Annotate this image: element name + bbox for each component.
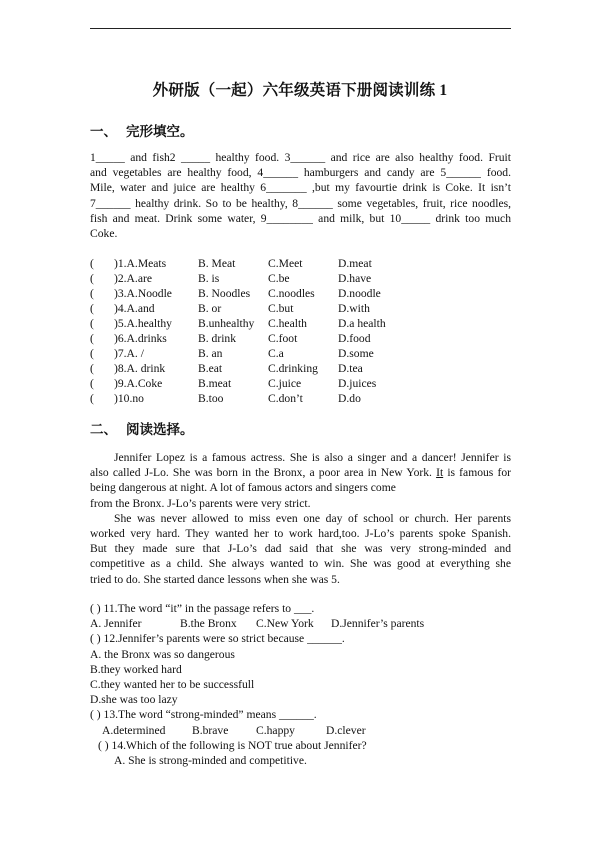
option-b: B.meat [198,377,232,390]
section-heading-cloze [90,120,194,140]
answer-paren: ( [90,332,94,345]
option-a: )5.A.healthy [114,317,172,330]
cloze-line: 1_____ and fish2 _____ healthy food. 3______ and rice are also healthy food. Fruit [90,151,511,164]
question-13: ( ) 13.The word “strong-minded” means ______. [90,708,317,722]
option-c: C.juice [268,377,302,390]
cloze-options [90,256,511,406]
cloze-line: Mile, water and juice are healthy 6_______ ,but my favourtie drink is Coke. It isn’t [90,181,511,195]
option-a: )10.no [114,392,144,405]
option-a: A. the Bronx was so dangerous [90,647,235,661]
option-b: B. drink [198,332,237,345]
option-c: C.drinking [268,362,318,375]
question-11-options [90,616,511,631]
cloze-passage [90,150,511,241]
option-c: C.New York [256,617,314,631]
section-heading-reading [90,418,194,438]
question-13-options [90,723,511,738]
option-a: )8.A. drink [114,362,166,375]
option-a: )2.A.are [114,272,152,285]
option-d: D.food [338,332,371,345]
option-row [90,286,511,301]
option-c: C.Meet [268,257,303,270]
top-rule [90,28,511,29]
cloze-line: fish and meat. Drink some water, 9________ and milk, but 10_____ drink too much [90,211,511,225]
option-c: C.foot [268,332,298,345]
option-c: C.happy [256,723,295,737]
option-row [90,391,511,406]
option-b: B.the Bronx [180,617,237,631]
answer-paren: ( [90,317,94,330]
passage-line: being dangerous at night. A lot of famous actors and singers come [90,481,396,495]
question-14: ( ) 14.Which of the following is NOT true about Jennifer? [98,738,367,752]
option-row [90,301,511,316]
option-row [90,331,511,346]
option-a: )1.A.Meats [114,257,167,270]
passage-line [90,465,511,480]
option-b: B.they worked hard [90,662,182,676]
answer-paren: ( [90,347,94,360]
option-d: D.a health [338,317,386,330]
option-d: D.have [338,272,372,285]
answer-paren: ( [90,362,94,375]
passage-line: But they made sure that J-Lo’s dad said that she was very strong-minded and [90,542,511,556]
answer-paren: ( [90,302,94,315]
passage-line: tried to do. She started dance lessons when she was 5. [90,572,340,586]
option-c: C.a [268,347,284,360]
option-row [90,346,511,361]
option-c: C.but [268,302,294,315]
question-12: ( ) 12.Jennifer’s parents were so strict because ______. [90,632,345,646]
section-number: 二、 [90,422,117,437]
option-d: D.with [338,302,370,315]
option-b: B. an [198,347,223,360]
section-label: 完形填空。 [126,124,194,139]
option-b: B.unhealthy [198,317,255,330]
option-row [90,256,511,271]
option-c: C.health [268,317,307,330]
option-b: B.brave [192,723,229,737]
option-a: )3.A.Noodle [114,287,172,300]
section-number: 一、 [90,124,117,139]
option-b: B.too [198,392,224,405]
underlined-word: It [436,466,444,480]
option-a: A. Jennifer [90,617,142,631]
option-d: D.meat [338,257,372,270]
option-b: B. Meat [198,257,236,270]
option-a: )4.A.and [114,302,155,315]
answer-paren: ( [90,392,94,405]
passage-text: also called J-Lo. She was born in the Bronx, a poor area in New York. [90,466,432,480]
option-c: C.don’t [268,392,303,405]
passage-text: is famous for [447,466,511,480]
option-b: B. is [198,272,220,285]
option-row [90,271,511,286]
option-c: C.noodles [268,287,315,300]
answer-paren: ( [90,287,94,300]
option-d: D.some [338,347,374,360]
option-a: )7.A. / [114,347,144,360]
reading-passage [90,450,511,587]
passage-line: competitive as a child. She always wanted to win. She was good at everything she [90,557,511,571]
answer-paren: ( [90,272,94,285]
cloze-line: and vegetables are healthy food, 4______ hamburgers and candy are 5______ food. [90,166,511,180]
question-11: ( ) 11.The word “it” in the passage refers to ___. [90,602,315,615]
option-row [90,361,511,376]
cloze-line: Coke. [90,227,118,241]
option-c: C.they wanted her to be successfull [90,677,255,691]
option-d: D.juices [338,377,377,390]
option-d: D.do [338,392,361,405]
option-row [90,376,511,391]
cloze-line: 7______ healthy drink. So to be healthy, 8______ some vegetables, fruit, rice noodles, [90,196,511,210]
passage-line: worked very hard. They wanted her to work hard,too. J-Lo’s parents spoke Spanish. [90,527,511,541]
option-d: D.Jennifer’s parents [331,617,425,631]
option-a: A. She is strong-minded and competitive. [114,753,307,767]
option-d: D.noodle [338,287,381,300]
option-c: C.be [268,272,290,285]
passage-line: Jennifer Lopez is a famous actress. She is also a singer and a dancer! Jennifer is [114,451,511,464]
option-b: B. or [198,302,222,315]
option-d: D.clever [326,723,366,737]
answer-paren: ( [90,257,94,270]
option-a: A.determined [102,723,166,737]
option-a: )6.A.drinks [114,332,167,345]
option-a: )9.A.Coke [114,377,163,390]
option-d: D.she was too lazy [90,693,178,707]
page-title: 外研版（一起）六年级英语下册阅读训练 1 [152,82,448,99]
passage-line: from the Bronx. J-Lo’s parents were very strict. [90,496,311,510]
option-b: B.eat [198,362,223,375]
option-b: B. Noodles [198,287,251,300]
passage-line: She was never allowed to miss even one day of school or church. Her parents [114,511,511,525]
option-row [90,316,511,331]
section-label: 阅读选择。 [126,422,194,437]
option-d: D.tea [338,362,363,375]
answer-paren: ( [90,377,94,390]
reading-questions [90,601,511,768]
